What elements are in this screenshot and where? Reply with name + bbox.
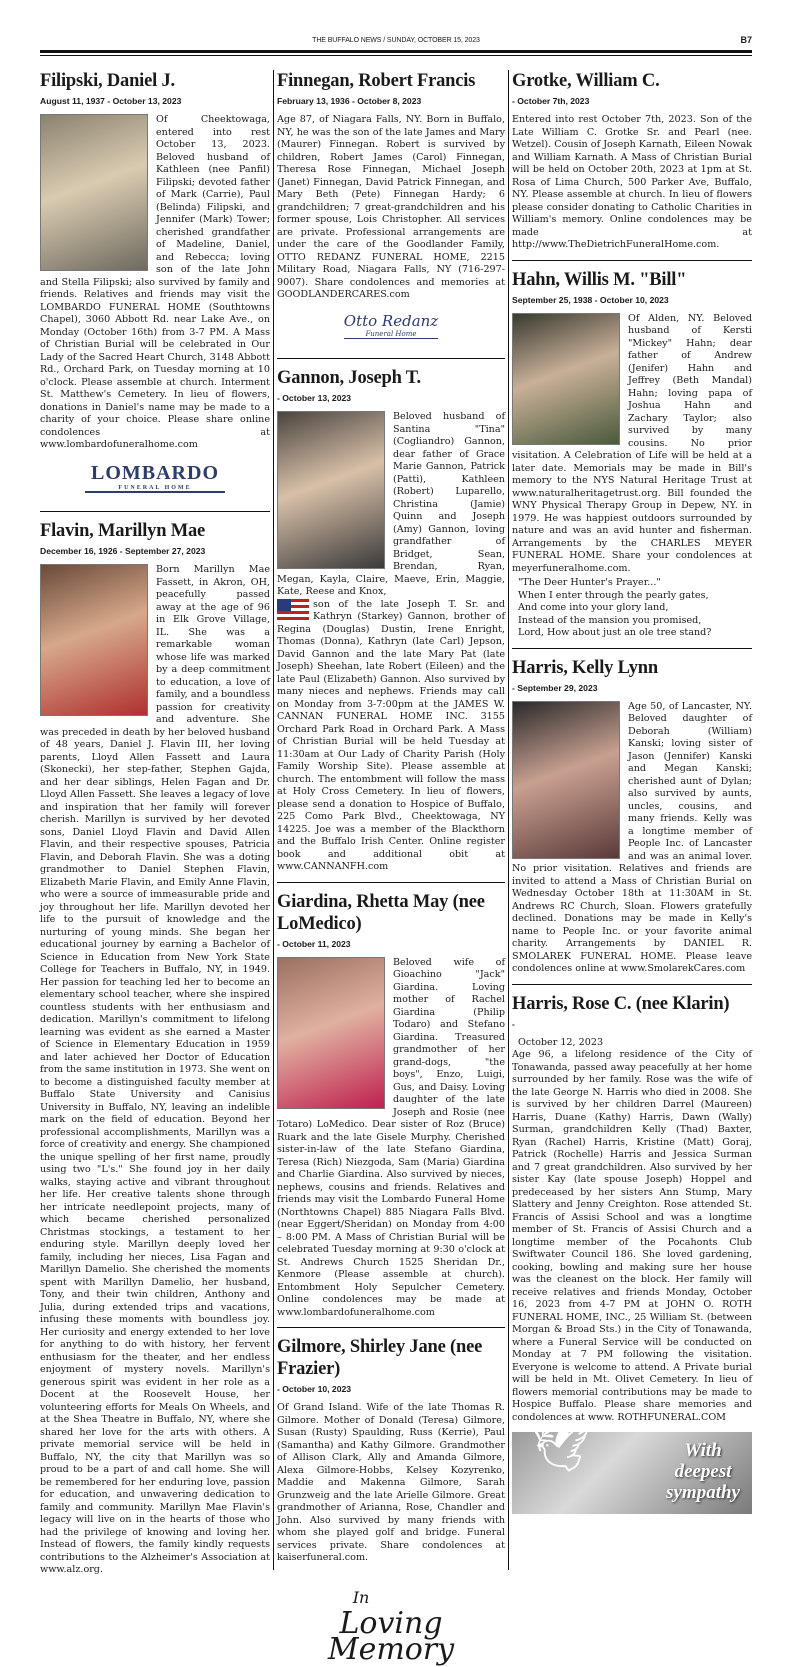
obit-text: Age 50, of Lancaster, NY. Beloved daughter of Deborah (William) Kanski; loving sister of Jason (Jennifer) Kanski and Megan Kanski; cherished aunt of Dylan; also survived by aunts, uncles, cousins, and many friends. Kelly was a longtime member of People Inc. of Lancaster and was an animal lover. No prior visitation. Relatives and friends are invited to attend a Mass of Christian Burial on Wednesday October 18th at 11:30AM in St. Andrews RC Church, Sloan. Flowers gratefully declined. Donations may be made in Kelly's name to People Inc. or your favorite animal charity. Arrangements by DANIEL R. SMOLAREK FUNERAL HOME. Please leave condolences online at www.SmolarekCares.com bbox=[512, 700, 752, 974]
with-deepest-sympathy-graphic bbox=[512, 1421, 752, 1514]
logo-subtext: FUNERAL HOME bbox=[118, 484, 192, 491]
portrait-photo bbox=[512, 701, 620, 859]
poem-line: Lord, How about just an ole tree stand? bbox=[518, 627, 712, 638]
obit-name: Flavin, Marillyn Mae bbox=[40, 521, 206, 541]
portrait-photo bbox=[277, 411, 385, 569]
obituary-gannon bbox=[277, 367, 505, 883]
poem-line: "The Deer Hunter's Prayer..." bbox=[518, 577, 661, 588]
logo-text: Otto Redanz bbox=[343, 311, 439, 330]
portrait-photo bbox=[40, 114, 148, 271]
in-loving-memory-graphic bbox=[277, 1585, 505, 1667]
obit-name: Finnegan, Robert Francis bbox=[277, 71, 476, 91]
obit-text-continued: son of the late Joseph T. Sr. and Kathryn (Starkey) Gannon, brother of Regina (Douglas) Dustin, Irene Enright, Thomas (Donna), Kathryn (late Carl) Jepson, David Gannon and the late Mary Pat (late Joseph) Sheehan, late Robert (Eileen) and the late Paul (Elizabeth) Gannon. Also survived by many nieces and nephews. Friends may call on Monday from 3-7:00pm at the JAMES W. CANNAN FUNERAL HOME INC. 3155 Orchard Park Road in Orchard Park. A Mass of Christian Burial will be held Tuesday at 11:30am at Our Lady of Charity Parish (Holy Family Worship Site). Please assemble at church. The entombment will follow the mass at Holy Cross Cemetery. In lieu of flowers, please send a donation to Hospice of Buffalo, 225 Como Park Blvd., Cheektowaga, NY 14225. Joe was a member of the Blackthorn and the Buffalo Irish Center. Online register book and additional obit at www.CANNANFH.com bbox=[277, 598, 505, 872]
obituary-flavin bbox=[40, 520, 270, 1577]
obit-name: Grotke, William C. bbox=[512, 71, 660, 91]
lombardo-logo bbox=[40, 462, 270, 494]
obit-text: Age 96, a lifelong residence of the City of Tonawanda, passed away peacefully at her home surrounded by her family. Rose was the wife of the late George N. Harris who died in 2008. She is survived by her children Darrel (Maureen) Harris, Duane (Kathy) Harris, Dawn (Wally) Surman, grandchildren Kelly (Thad) Baxter, Ryan (Rachel) Harris, Kristine (Matt) Goraj, Patrick (Rochelle) Harris and Jessica Surman and 7 great grandchildren. Also survived by her sister Kay (late spouse Joseph) Hoppel and predeceased by her sisters Ann Stump, Mary Slattery and Jenny Creighton. Rose attended St. Francis of Assisi School and was a longtime member of St. Francis of Assisi Church and a longtime member of the Pocahonts Club Swiftwater Council 186. She loved gardening, cooking, bowling and making sure her house was the cleanest on the block. Her family will receive relatives and friends Monday, October 16, 2023 from 4-7 PM at JOHN O. ROTH FUNERAL HOME, INC., 25 William St. (between Morgan & Broad Sts.) in the City of Tonawanda, where a Funeral Service will be conducted on Monday at 7 PM following the visitation. Everyone is welcome to attend. A Private burial will be held in Mt. Olivet Cemetery. In lieu of flowers memorial contributions may be made to Hospice Buffalo. Please share memories and condolences at www. ROTHFUNERAL.COM bbox=[512, 1049, 752, 1423]
column-3 bbox=[512, 70, 752, 1514]
poem-line: Instead of the mansion you promised, bbox=[518, 614, 702, 626]
obituary-gilmore bbox=[277, 1336, 505, 1667]
obit-name: Filipski, Daniel J. bbox=[40, 71, 175, 91]
masthead-title: THE BUFFALO NEWS / SUNDAY, OCTOBER 15, 2023 bbox=[312, 37, 480, 44]
obituary-harris-rose bbox=[512, 993, 752, 1515]
obituary-harris-kelly bbox=[512, 657, 752, 985]
obit-dates: - October 7th, 2023 bbox=[512, 96, 590, 106]
obit-name: Gannon, Joseph T. bbox=[277, 368, 421, 388]
obit-dates: - October 10, 2023 bbox=[277, 1384, 352, 1394]
obit-dates: - October 13, 2023 bbox=[277, 393, 352, 403]
memory-line-2: Loving Memory bbox=[327, 1605, 455, 1667]
obit-text: Born Marillyn Mae Fassett, in Akron, OH, peacefully passed away at the age of 96 in Elk Grove Village, IL. She was a remarkable woman whose life was marked by a deep commitment to education, a love of family, and a boundless passion for creativity and adventure. She was preceded in death by her beloved husband of 48 years, Daniel J. Flavin III, her loving parents, Lloyd Allen Fassett and Laura (Skonecki), her step-father, Stephen Gajda, and her dear siblings, Helen Fagan and Dr. Lloyd Allen Fassett. She leaves a legacy of love and inspiration that her family will forever cherish. Marillyn is survived by her devoted sons, Daniel Lloyd Flavin and David Allen Flavin, and their respective spouses, Patricia Flavin, and Deborah Flavin. She was a doting grandmother to Daniel Stephen Flavin, Elizabeth Marie Flavin, and Emily Anne Flavin, who were a source of immeasurable pride and joy throughout her life. Marillyn devoted her life to the pursuit of knowledge and the nurturing of young minds. She began her educational journey by earning a Bachelor of Science in Education from New York State College for Teachers in Buffalo, NY, in 1949. Her passion for teaching led her to become an elementary school teacher, where she inspired countless students with her enthusiasm and dedication. Marillyn's commitment to lifelong learning was evident as she earned a Master of Science in Elementary Education in 1959 and later achieved her Doctor of Education from the same institution in 1973. She went on to become a distinguished faculty member at Buffalo State University and Canisius University in Buffalo, NY, leaving an indelible mark on the field of education. Beyond her professional accomplishments, Marillyn was a force of creativity and energy. She championed the unique spelling of her first name, proudly using two "L's." She found joy in her daily walks, staying active and vibrant throughout her life. Her creative talents shone through her intricate needlepoint projects, many of which became cherished personalized Christmas stockings, a testament to her enduring style. Marillyn deeply loved her family, including her nieces, Lisa Fagan and Marillyn Damelio. She cherished the moments spent with Marillyn Damelio, her husband, Tony, and their twin children, Anthony and Julia, during extended trips and vacations, infusing these moments with boundless joy. Her curiosity and energy extended to her love for anything to do with history, her fervent enthusiasm for the theater, and her endless enjoyment of mystery novels. Marillyn's generous spirit was evident in her role as a Docent at the Roosevelt House, her volunteering efforts for Meals On Wheels, and at the Shea Theatre in Buffalo, NY, where she shared her love for the arts with others. A private memorial service will be held in Buffalo, NY, the city that Marillyn was so proud to be a part of and call home. She will be remembered for her enduring love, passion for education, and unwavering dedication to family and community. Marillyn Mae Flavin's legacy will live on in the hearts of those who had the privilege of knowing and loving her. Instead of flowers, the family kindly requests contributions to the Alzheimer's Association at www.alz.org. bbox=[40, 564, 270, 1575]
obituary-giardina bbox=[277, 891, 505, 1329]
sympathy-line: deepest bbox=[674, 1461, 732, 1482]
obit-text: Of Cheektowaga, entered into rest October 13, 2023. Beloved husband of Kathleen (nee Panfil) Filipski; devoted father of Mark (Carrie), Paul (Belinda) Filipski, and Jennifer (Mark) Tower; cherished grandfather of Madeline, Daniel, and Rebecca; loving son of the late John and Stella Filipski; also survived by family and friends. Relatives and friends may visit the LOMBARDO FUNERAL HOME (Southtowns Chapel), 3060 Abbott Rd. near Lake Ave., on Monday (October 16th) from 3-7 PM. A Mass of Christian Burial will be celebrated in Our Lady of the Sacred Heart Church, 3148 Abbott Rd., Orchard Park, on Tuesday morning at 10 o'clock. Please assemble at church. Interment St. Matthew's Cemetery. In lieu of flowers, donations in Daniel's name may be made to a charity of your choice. Please share online condolences at www.lombardofuneralhome.com bbox=[40, 114, 270, 450]
obit-name: Giardina, Rhetta May (nee LoMedico) bbox=[277, 891, 485, 934]
obit-text: Beloved wife of Gioachino "Jack" Giardina. Loving mother of Rachel Giardina (Philip Todaro) and Stefano Giardina. Treasured grandmother of her grand-dogs, "the boys", Enzo, Luigi, Gus, and Daisy. Loving daughter of the late Joseph and Rosie (nee Totaro) LoMedico. Dear sister of Roz (Bruce) Ruark and the late Gisele Murphy. Cherished sister-in-law of the late Stefano Giardina, Teresa (Rich) Niezgoda, Sam (Maria) Giardina and Charlie Giardina. Also survived by nieces, nephews, cousins and friends. Relatives and friends may visit the Lombardo Funeral Home (Northtowns Chapel) 885 Niagara Falls Blvd. (near Eggert/Sheridan) on Monday from 4:00 – 8:00 PM. A Mass of Christian Burial will be celebrated Tuesday morning at 9:30 o'clock at St. Andrews Church 1525 Sheridan Dr., Kenmore (Please assemble at church). Entombment Holy Sepulcher Cemetery. Online condolences may be made at www.lombardofuneralhome.com bbox=[277, 956, 505, 1318]
dove-icon: 🕊 bbox=[532, 1421, 591, 1475]
obit-dates: August 11, 1937 - October 13, 2023 bbox=[40, 96, 182, 106]
obit-name: Hahn, Willis M. "Bill" bbox=[512, 269, 687, 290]
logo-text: LOMBARDO bbox=[91, 461, 219, 484]
obit-date-line: October 12, 2023 bbox=[518, 1036, 604, 1048]
poem-line: When I enter through the pearly gates, bbox=[518, 589, 709, 601]
obit-dates: - October 11, 2023 bbox=[277, 938, 351, 949]
page-number: B7 bbox=[740, 35, 752, 45]
obituary-finnegan bbox=[277, 70, 505, 359]
memory-line-1: In bbox=[352, 1587, 370, 1607]
american-flag-icon bbox=[277, 599, 309, 621]
obit-dates: - bbox=[512, 1018, 515, 1029]
column-divider bbox=[273, 70, 274, 1570]
logo-subtext: Funeral Home bbox=[365, 329, 417, 338]
portrait-photo bbox=[277, 957, 385, 1109]
otto-redanz-logo bbox=[277, 312, 505, 341]
column-divider bbox=[508, 70, 509, 1570]
obit-text: Age 87, of Niagara Falls, NY. Born in Buffalo, NY, he was the son of the late James and Mary (Maurer) Finnegan. Robert is survived by children, Robert James (Carol) Finnegan, Theresa Rose Finnegan, Michael Joseph (Janet) Finnegan, David Patrick Finnegan, and Mary Beth (Pete) Finnegan Hardy; 6 grandchildren; 7 great-grandchildren and his former spouse, Lois Christopher. All services are private. Professional arrangements are under the care of the Goodlander Family, OTTO REDANZ FUNERAL HOME, 2215 Military Road, Niagara Falls, NY (716-297-9007). Share condolences and memories at GOODLANDERCARES.com bbox=[277, 114, 505, 300]
obit-text: Entered into rest October 7th, 2023. Son of the Late William C. Grotke Sr. and Pearl (nee. Wetzel). Cousin of Joseph Karnath, Eileen Nowak and William Karnath. A Mass of Christian Burial will be held on October 20th, 2023 at 1pm at St. Rosa of Lima Church, 500 Parker Ave, Buffalo, NY. Please assemble at church. In lieu of flowers please consider donating to Catholic Charities in William's memory. Online condolences may be made at http://www.TheDietrichFuneralHome.com. bbox=[512, 114, 752, 250]
column-2 bbox=[277, 70, 505, 1667]
obit-name: Gilmore, Shirley Jane (nee Frazier) bbox=[277, 1337, 483, 1379]
portrait-photo bbox=[512, 313, 620, 445]
sympathy-line: sympathy bbox=[666, 1482, 740, 1503]
poem bbox=[518, 577, 752, 640]
obit-dates: September 25, 1938 - October 10, 2023 bbox=[512, 294, 669, 305]
obit-dates: December 16, 1926 - September 27, 2023 bbox=[40, 546, 206, 556]
obituary-hahn bbox=[512, 269, 752, 649]
obituary-grotke bbox=[512, 70, 752, 261]
column-1 bbox=[40, 70, 270, 1577]
masthead-rule bbox=[40, 50, 752, 56]
portrait-photo bbox=[40, 564, 148, 716]
obit-text: Of Alden, NY. Beloved husband of Kersti "Mickey" Hahn; dear father of Andrew (Jenifer) Hahn and Jeffrey (Beth Mandal) Hahn; loving papa of Joshua Hahn and Zachary Taylor; also survived by many cousins. No prior visitation. A Celebration of Life will be held at a later date. Memorials may be made in Bill's memory to the NYS Natural Heritage Trust at www.naturalheritagetrust.org. Bill founded the WNY Physical Therapy Group in Depew, NY. in 1979. He was happiest outdoors surrounded by nature and was an avid hunter and fisherman. Arrangements by the CHARLES MEYER FUNERAL HOME. Share your condolences at meyerfuneralhome.com. bbox=[512, 312, 752, 574]
obit-name: Harris, Kelly Lynn bbox=[512, 657, 658, 678]
poem-line: And come into your glory land, bbox=[518, 602, 669, 613]
sympathy-line: With bbox=[684, 1440, 722, 1461]
obit-name: Harris, Rose C. (nee Klarin) bbox=[512, 993, 730, 1014]
obit-text: Of Grand Island. Wife of the late Thomas R. Gilmore. Mother of Donald (Teresa) Gilmore, Susan (Rusty) Spaulding, Russ (Kerrie), Paul (Samantha) and Kathy Gilmore. Grandmother of Allison Clark, Ally and Amanda Gilmore, Alexa Gilmore-Hobbs, Kelsey Kozyrenko, Maddie and Makenna Gilmore, Sarah Grunzweig and the late Arielle Gilmore. Great grandmother of Arianna, Rose, Chandler and John. Also survived by many friends with whom she played golf and bridge. Funeral services private. Share condolences at kaiserfuneral.com. bbox=[277, 1402, 505, 1563]
obit-dates: - September 29, 2023 bbox=[512, 682, 598, 693]
obituary-filipski bbox=[40, 70, 270, 512]
obit-text: Beloved husband of Santina "Tina" (Cogliandro) Gannon, dear father of Grace Marie Gannon, Patrick (Patti), Kathleen (Robert) Luparello, Christina (Jamie) Quinn and Joseph (Amy) Gannon, loving grandfather of Bridget, Sean, Brendan, Ryan, Megan, Kayla, Claire, Maeve, Erin, Maggie, Kate, Reese and Knox, bbox=[277, 411, 505, 597]
obit-dates: February 13, 1936 - October 8, 2023 bbox=[277, 96, 422, 106]
